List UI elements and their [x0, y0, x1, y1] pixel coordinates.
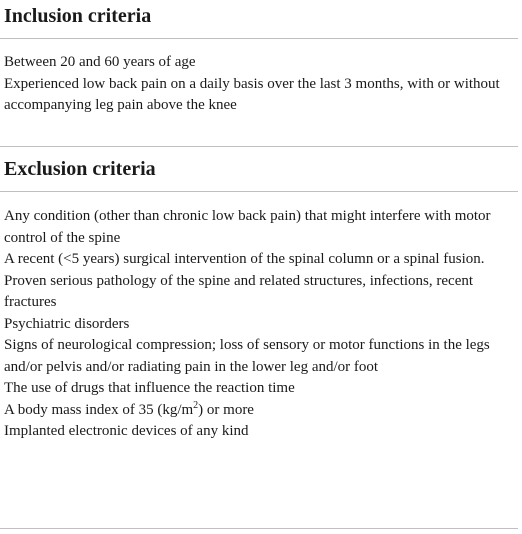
bmi-suffix: ) or more [198, 401, 254, 418]
section-divider [0, 146, 518, 147]
bmi-superscript: 2 [193, 399, 199, 411]
exclusion-item-motor-control: Any condition (other than chronic low back pain) that might interfere with motor control of the spine [4, 208, 491, 246]
exclusion-item-serious-pathology: Proven serious pathology of the spine and related structures, infections, recent fractures [4, 272, 474, 310]
exclusion-item-reaction-drugs: The use of drugs that influence the reaction time [4, 380, 295, 396]
inclusion-criteria-header: Inclusion criteria [4, 5, 152, 27]
table-bottom-rule [0, 528, 518, 529]
exclusion-item-neurological: Signs of neurological compression; loss of sensory or motor functions in the legs and/or pelvis and/or radiating pain in the lower leg and/or foot [4, 337, 490, 375]
exclusion-criteria-list [0, 206, 518, 443]
exclusion-item-bmi [4, 400, 510, 422]
exclusion-item-surgical-intervention: A recent (<5 years) surgical intervention of the spinal column or a spinal fusion. [4, 251, 485, 267]
bmi-text: A body mass index of 35 (kg/m [4, 401, 194, 418]
inclusion-item-age: Between 20 and 60 years of age [4, 54, 196, 70]
inclusion-item-low-back-pain: Experienced low back pain on a daily basis over the last 3 months, with or without accompanying leg pain above the knee [4, 75, 500, 113]
exclusion-item-psychiatric: Psychiatric disorders [4, 315, 130, 332]
header-divider-exclusion [0, 191, 518, 192]
exclusion-criteria-header: Exclusion criteria [4, 158, 156, 180]
header-divider-inclusion [0, 38, 518, 39]
exclusion-item-implanted-devices: Implanted electronic devices of any kind [4, 423, 249, 439]
inclusion-criteria-list [0, 52, 518, 117]
